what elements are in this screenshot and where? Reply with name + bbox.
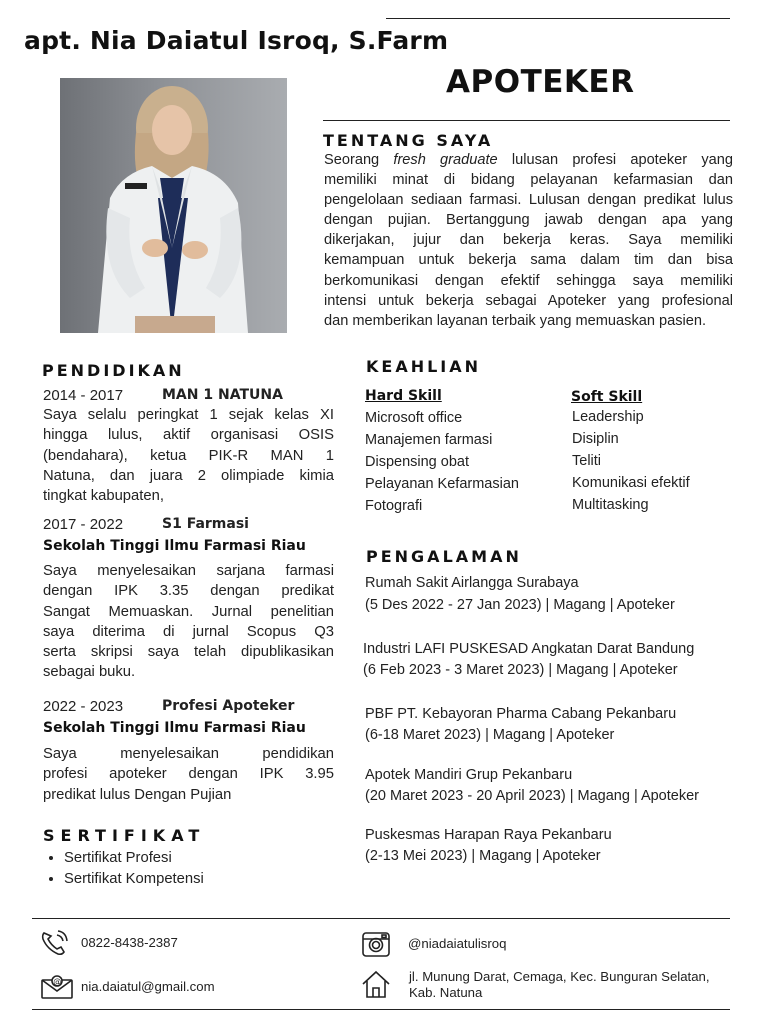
education-years: 2014 - 2017 [43, 387, 124, 404]
hard-skill-item: Dispensing obat [365, 454, 469, 470]
experience-detail: (5 Des 2022 - 27 Jan 2023) | Magang | Apoteker [365, 597, 675, 613]
desc-line: predikat lulus Dengan Pujian [43, 786, 232, 803]
hard-skill-list [365, 407, 519, 517]
svg-text:@: @ [53, 977, 62, 986]
experience-detail: (2-13 Mei 2023) | Magang | Apoteker [365, 848, 601, 864]
soft-skill-list [572, 406, 690, 516]
desc-line: sebagai buku. [43, 664, 136, 681]
experience-entry [365, 704, 676, 746]
email-address[interactable]: nia.daiatul@gmail.com [81, 979, 215, 994]
desc-line: Natuna, dan juara 2 olimpiade kimia [43, 467, 334, 484]
experience-entry [363, 639, 694, 681]
instagram-handle[interactable]: @niadaiatulisroq [408, 936, 507, 951]
soft-skill-item: Leadership [572, 409, 644, 425]
job-title: APOTEKER [446, 64, 635, 100]
soft-skill-item: Disiplin [572, 431, 619, 447]
soft-skill-item: Komunikasi efektif [572, 475, 690, 491]
experience-place: Industri LAFI PUSKESAD Angkatan Darat Bandung [363, 641, 695, 657]
experience-place: Puskesmas Harapan Raya Pekanbaru [365, 827, 612, 843]
about-line: pengelolaan sediaan farmasi. Lulusan dengan predikat lulus [324, 192, 733, 209]
desc-line: Saya selalu peringkat 1 sejak kelas XI [43, 407, 334, 423]
education-years: 2017 - 2022 [43, 516, 124, 533]
hard-skill-item: Manajemen farmasi [365, 432, 493, 448]
experience-detail: (6-18 Maret 2023) | Magang | Apoteker [365, 727, 615, 743]
hard-skill-item: Microsoft office [365, 410, 463, 426]
certificate-item: • Sertifikat Profesi [64, 848, 204, 869]
top-rule [386, 18, 730, 19]
experience-detail: (6 Feb 2023 - 3 Maret 2023) | Magang | Apoteker [363, 662, 678, 678]
desc-line: Saya menyelesaikan sarjana farmasi [43, 563, 334, 579]
certificate-list [46, 848, 204, 889]
education-school: MAN 1 NATUNA [162, 387, 283, 403]
education-description [43, 405, 334, 506]
education-years: 2022 - 2023 [43, 698, 124, 715]
footer-top-rule [32, 918, 730, 919]
about-line: Seorang fresh graduate lulusan profesi apoteker yang [324, 152, 733, 168]
hard-skill-item: Fotografi [365, 498, 423, 514]
experience-place: Rumah Sakit Airlangga Surabaya [365, 575, 579, 591]
education-school: Profesi Apoteker [162, 698, 295, 714]
about-line: dan memberikan layanan terbaik yang memuaskan pasien. [324, 312, 707, 329]
desc-line: Sangat Memuaskan. Jurnal penelitian [43, 603, 334, 620]
about-line: berkomunikasi dengan efektif sehingga saya memiliki [324, 272, 733, 289]
education-entry-2 [43, 516, 249, 533]
desc-line: tingkat kabupaten, [43, 488, 164, 505]
about-title: TENTANG SAYA [323, 131, 494, 150]
experience-entry [365, 573, 675, 616]
soft-skill-heading: Soft Skill [571, 389, 643, 405]
hard-skill-heading: Hard Skill [365, 388, 442, 404]
desc-line: saya diterima di jurnal Scopus Q3 [43, 623, 334, 640]
hard-skill-item: Pelayanan Kefarmasian [365, 476, 519, 492]
soft-skill-item: Teliti [572, 453, 602, 469]
about-line: kemampuan untuk bekerja sama dalam tim dan bisa [324, 252, 733, 269]
experience-title: PENGALAMAN [366, 547, 522, 566]
desc-line: profesi apoteker dengan IPK 3.95 [43, 766, 334, 783]
desc-line: hingga lulus, aktif organisasi OSIS [43, 427, 334, 444]
email-icon [40, 974, 74, 1004]
about-line: dikerjakan, jujur dan bekerja keras. Saya memiliki [324, 232, 733, 249]
education-school: S1 Farmasi [162, 516, 249, 532]
education-description [43, 744, 334, 805]
experience-place: PBF PT. Kebayoran Pharma Cabang Pekanbaru [365, 706, 677, 722]
certificates-title: SERTIFIKAT [43, 826, 206, 845]
about-line: dengan pujian. Bertanggung jawab dengan apa yang [324, 212, 733, 229]
desc-line: serta skripsi saya telah dipublikasikan [43, 644, 334, 661]
about-paragraph [324, 150, 733, 331]
footer-bottom-rule [32, 1009, 730, 1010]
education-institution: Sekolah Tinggi Ilmu Farmasi Riau [43, 538, 306, 554]
phone-icon [40, 929, 70, 961]
education-description [43, 561, 334, 683]
instagram-icon [361, 930, 391, 962]
education-entry-1 [43, 387, 283, 404]
phone-number[interactable]: 0822-8438-2387 [81, 935, 178, 950]
soft-skill-item: Multitasking [572, 497, 649, 513]
education-title: PENDIDIKAN [42, 361, 185, 380]
about-line: intensi untuk bekerja sebagai Apoteker yang profesional [324, 292, 733, 309]
person-name: apt. Nia Daiatul Isroq, S.Farm [24, 26, 449, 55]
title-rule [323, 120, 730, 121]
address-line: jl. Munung Darat, Cemaga, Kec. Bunguran Selatan, [409, 969, 710, 984]
home-icon [360, 968, 392, 1004]
desc-line: Saya menyelesaikan pendidikan [43, 746, 334, 762]
education-entry-3 [43, 698, 295, 715]
education-institution: Sekolah Tinggi Ilmu Farmasi Riau [43, 720, 306, 736]
profile-photo [60, 78, 287, 333]
address-line: Kab. Natuna [409, 985, 483, 1000]
certificate-item: • Sertifikat Kompetensi [64, 869, 204, 890]
experience-detail: (20 Maret 2023 - 20 April 2023) | Magang | Apoteker [365, 788, 699, 804]
home-address [409, 969, 710, 1001]
experience-entry [365, 825, 612, 867]
experience-place: Apotek Mandiri Grup Pekanbaru [365, 767, 573, 783]
about-line: memiliki minat di bidang pelayanan kefarmasian dan [324, 172, 733, 189]
experience-entry [365, 765, 699, 807]
desc-line: (bendahara), ketua PIK-R MAN 1 [43, 447, 334, 464]
desc-line: dengan IPK 3.35 dengan predikat [43, 583, 334, 600]
skills-title: KEAHLIAN [366, 357, 482, 376]
